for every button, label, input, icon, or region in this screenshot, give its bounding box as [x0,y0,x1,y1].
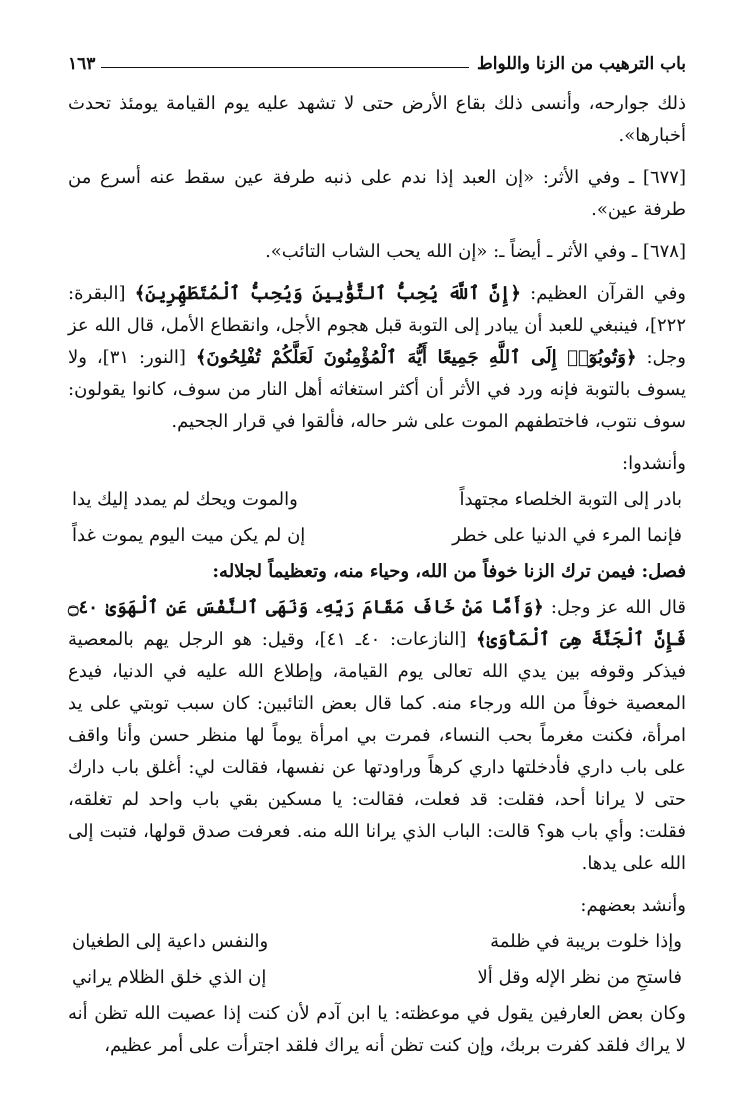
hemistich-right: فإنما المرء في الدنيا على خطر [452,525,682,546]
poem-intro: وأنشدوا: [622,453,686,474]
quran-verse: ﴿وَأَمَّا مَنْ خَافَ مَقَامَ رَبِّهِۦ وَنَهَى ٱلنَّفْسَ عَنِ ٱلْهَوَىٰ ۝٤٠ فَإِنَّ ٱلْجَنَّةَ هِىَ ٱلْمَأْوَىٰ﴾ [68,597,686,650]
quran-verse: ﴿وَتُوبُوٓا۟ إِلَى ٱللَّهِ جَمِيعًا أَيُّهَ ٱلْمُؤْمِنُونَ لَعَلَّكُمْ تُفْلِحُونَ﴾ [195,347,637,368]
text-part: وفي القرآن العظيم: [520,283,686,304]
paragraph-naziat [68,592,686,880]
hemistich-right: بادر إلى التوبة الخلصاء مجتهداً [459,489,682,510]
poem-verse [68,520,686,552]
paragraph-quran-tawba [68,278,686,438]
text-part: [النور: ٣١]، ولا يسوف بالتوبة فإنه ورد في الأثر أن أكثر استغاثه أهل النار من سوف، كانوا يقولون: سوف نتوب، فاختطفهم الموت على شر حاله، فألقوا في قرار الجحيم. [68,347,686,432]
hemistich-left: والنفس داعية إلى الطغيان [72,931,269,952]
running-header [68,48,686,74]
paragraph-677: [٦٧٧] ـ وفي الأثر: «إن العبد إذا ندم على ذنبه طرفة عين سقط عنه أسرع من طرفة عين». [68,167,686,220]
paragraph-arifin: وكان بعض العارفين يقول في موعظته: يا ابن آدم لأن كنت إذا عصيت الله تظن أنه لا يراك فلقد كفرت بربك، وإن كنت تظن أنه يراك فلقد اجترأت على أمر عظيم، [68,1003,686,1056]
header-rule [101,67,469,68]
quran-verse: ﴿إِنَّ ٱللَّهَ يُحِبُّ ٱلتَّوَّٰبِينَ وَيُحِبُّ ٱلْمُتَطَهِّرِينَ﴾ [134,283,521,304]
hemistich-left: إن الذي خلق الظلام يراني [72,967,267,988]
poem-verse [68,484,686,516]
hemistich-right: فاستحِ من نظر الإله وقل ألا [477,967,682,988]
hemistich-left: والموت ويحك لم يمدد إليك يدا [72,489,298,510]
text-part: [البقرة: ٢٢٢]، فينبغي للعبد أن يبادر إلى التوبة قبل هجوم الأجل، وانقطاع الأمل، قال الله عز وجل: [68,283,686,368]
text-part: [النازعات: ٤٠ـ ٤١]، وقيل: هو الرجل يهم بالمعصية فيذكر وقوفه بين يدي الله تعالى يوم القيامة، وإطلاع الله عليه في الدنيا، فيدع المعصية خوفاً من الله ورجاء منه. كما قال بعض التائبين: كان سبب توبتي على يد امرأة، فكنت مغرماً بحب النساء، فمرت بي امرأة يوماً لها منظر حسن وأنا واقف على باب داري فأدخلتها داري كرهاً وراودتها عن نفسها، فقالت لي: أغلق باب دارك حتى لا يرانا أحد، فقلت: قد فعلت، فقالت: يا مسكين بقي باب واحد لم تغلقه، فقلت: وأي باب هو؟ قالت: الباب الذي يرانا الله منه. فعرفت صدق قولها، فتبت إلى الله على يدها. [68,629,687,874]
page-body [68,88,686,1062]
paragraph-1: ذلك جوارحه، وأنسى ذلك بقاع الأرض حتى لا تشهد عليه يوم القيامة يومئذ تحدث أخبارها». [68,93,686,146]
book-page [68,48,686,1066]
text-part: قال الله عز وجل: [543,597,686,618]
poem-verse [68,962,686,994]
poem-verse [68,926,686,958]
chapter-title: باب الترهيب من الزنا واللواط [477,54,686,74]
hemistich-left: إن لم يكن ميت اليوم يموت غداً [72,525,306,546]
poem-intro: وأنشد بعضهم: [580,895,686,916]
hemistich-right: وإذا خلوت بريبة في ظلمة [490,931,682,952]
paragraph-678: [٦٧٨] ـ وفي الأثر ـ أيضاً ـ: «إن الله يحب الشاب التائب». [265,241,686,262]
page-number: ١٦٣ [68,54,96,74]
section-heading: فصل: فيمن ترك الزنا خوفاً من الله، وحياء منه، وتعظيماً لجلاله: [212,561,686,582]
